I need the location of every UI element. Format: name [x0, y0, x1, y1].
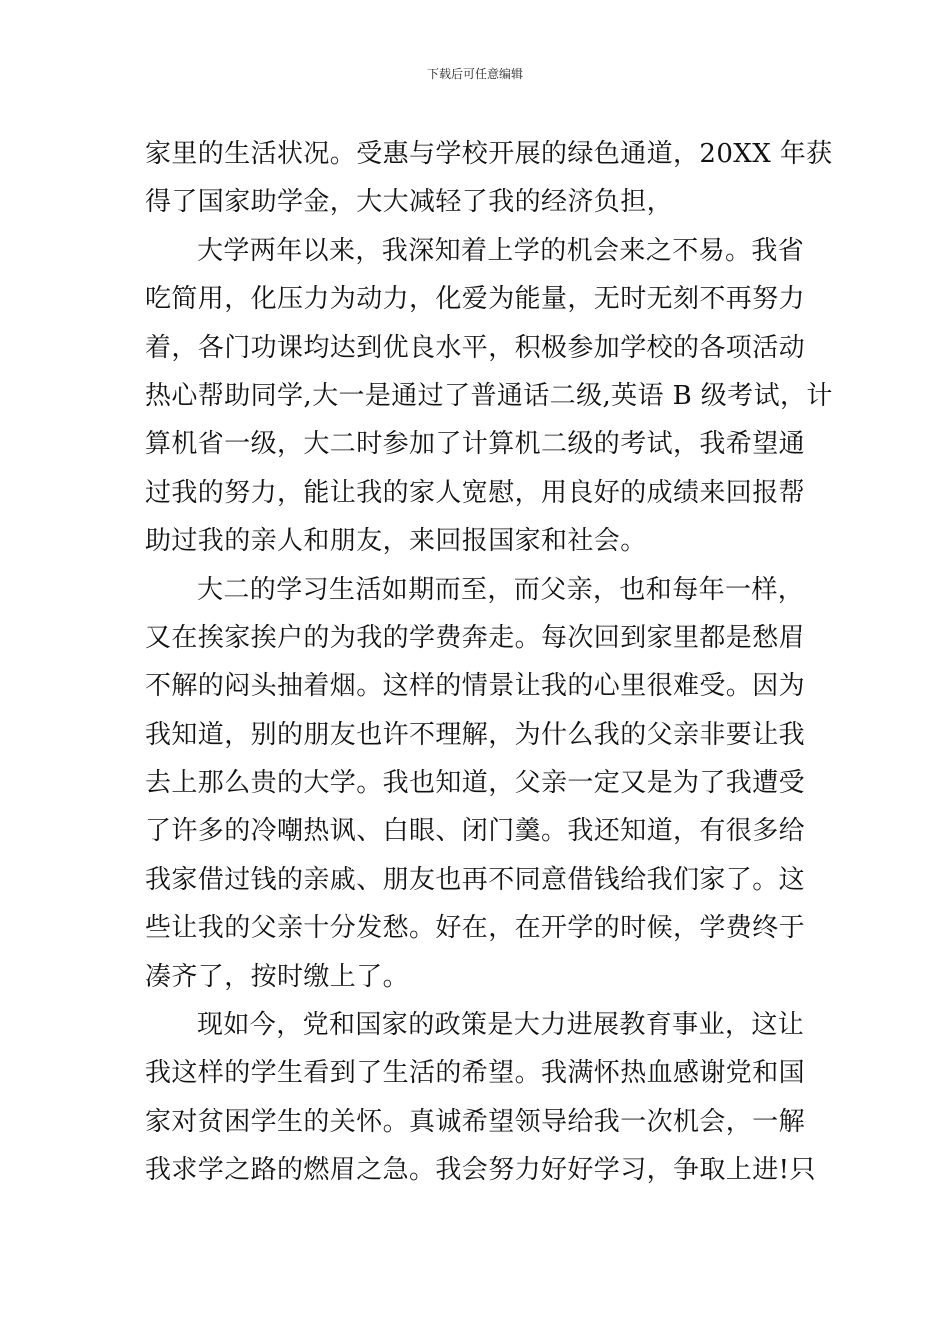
- text-line: 去上那么贵的大学。我也知道，父亲一定又是为了我遭受: [145, 768, 806, 799]
- text-line: 了许多的冷嘲热讽、白眼、闭门羹。我还知道，有很多给: [145, 816, 806, 847]
- text-line: 些让我的父亲十分发愁。好在，在开学的时候，学费终于: [145, 913, 806, 944]
- text-line: 我家借过钱的亲戚、朋友也再不同意借钱给我们家了。这: [145, 864, 806, 895]
- text-line: 又在挨家挨户的为我的学费奔走。每次回到家里都是愁眉: [145, 622, 806, 653]
- paragraph: [145, 566, 810, 1002]
- paragraph: [145, 130, 833, 227]
- document-body: [145, 130, 833, 1195]
- page-header: 下载后可任意编辑: [426, 67, 523, 81]
- text-line: 我求学之路的燃眉之急。我会努力好好学习，争取上进!只: [145, 1155, 816, 1186]
- text-line: 得了国家助学金，大大减轻了我的经济负担，: [145, 187, 674, 218]
- text-line: 热心帮助同学,大一是通过了普通话二级,英语 B 级考试，计: [145, 380, 833, 411]
- text-line: 我这样的学生看到了生活的希望。我满怀热血感谢党和国: [145, 1058, 806, 1089]
- text-line: 过我的努力，能让我的家人宽慰，用良好的成绩来回报帮: [145, 477, 806, 508]
- paragraph: [145, 1001, 816, 1195]
- text-line: 着，各门功课均达到优良水平，积极参加学校的各项活动: [145, 332, 806, 363]
- text-line: 现如今，党和国家的政策是大力进展教育事业，这让: [197, 1010, 805, 1041]
- text-line: 我知道，别的朋友也许不理解，为什么我的父亲非要让我: [145, 719, 806, 750]
- text-line: 家里的生活状况。受惠与学校开展的绿色通道，20XX 年获: [145, 139, 833, 169]
- text-line: 不解的闷头抽着烟。这样的情景让我的心里很难受。因为: [145, 671, 806, 702]
- text-line: 大学两年以来，我深知着上学的机会来之不易。我省: [197, 235, 805, 266]
- paragraph: [145, 227, 833, 566]
- text-line: 家对贫困学生的关怀。真诚希望领导给我一次机会，一解: [145, 1106, 806, 1137]
- text-line: 助过我的亲人和朋友，来回报国家和社会。: [145, 526, 647, 557]
- text-line: 大二的学习生活如期而至，而父亲，也和每年一样，: [197, 574, 805, 605]
- text-line: 吃简用，化压力为动力，化爱为能量，无时无刻不再努力: [145, 284, 806, 315]
- text-line: 算机省一级，大二时参加了计算机二级的考试，我希望通: [145, 429, 806, 460]
- text-line: 凑齐了，按时缴上了。: [145, 961, 410, 992]
